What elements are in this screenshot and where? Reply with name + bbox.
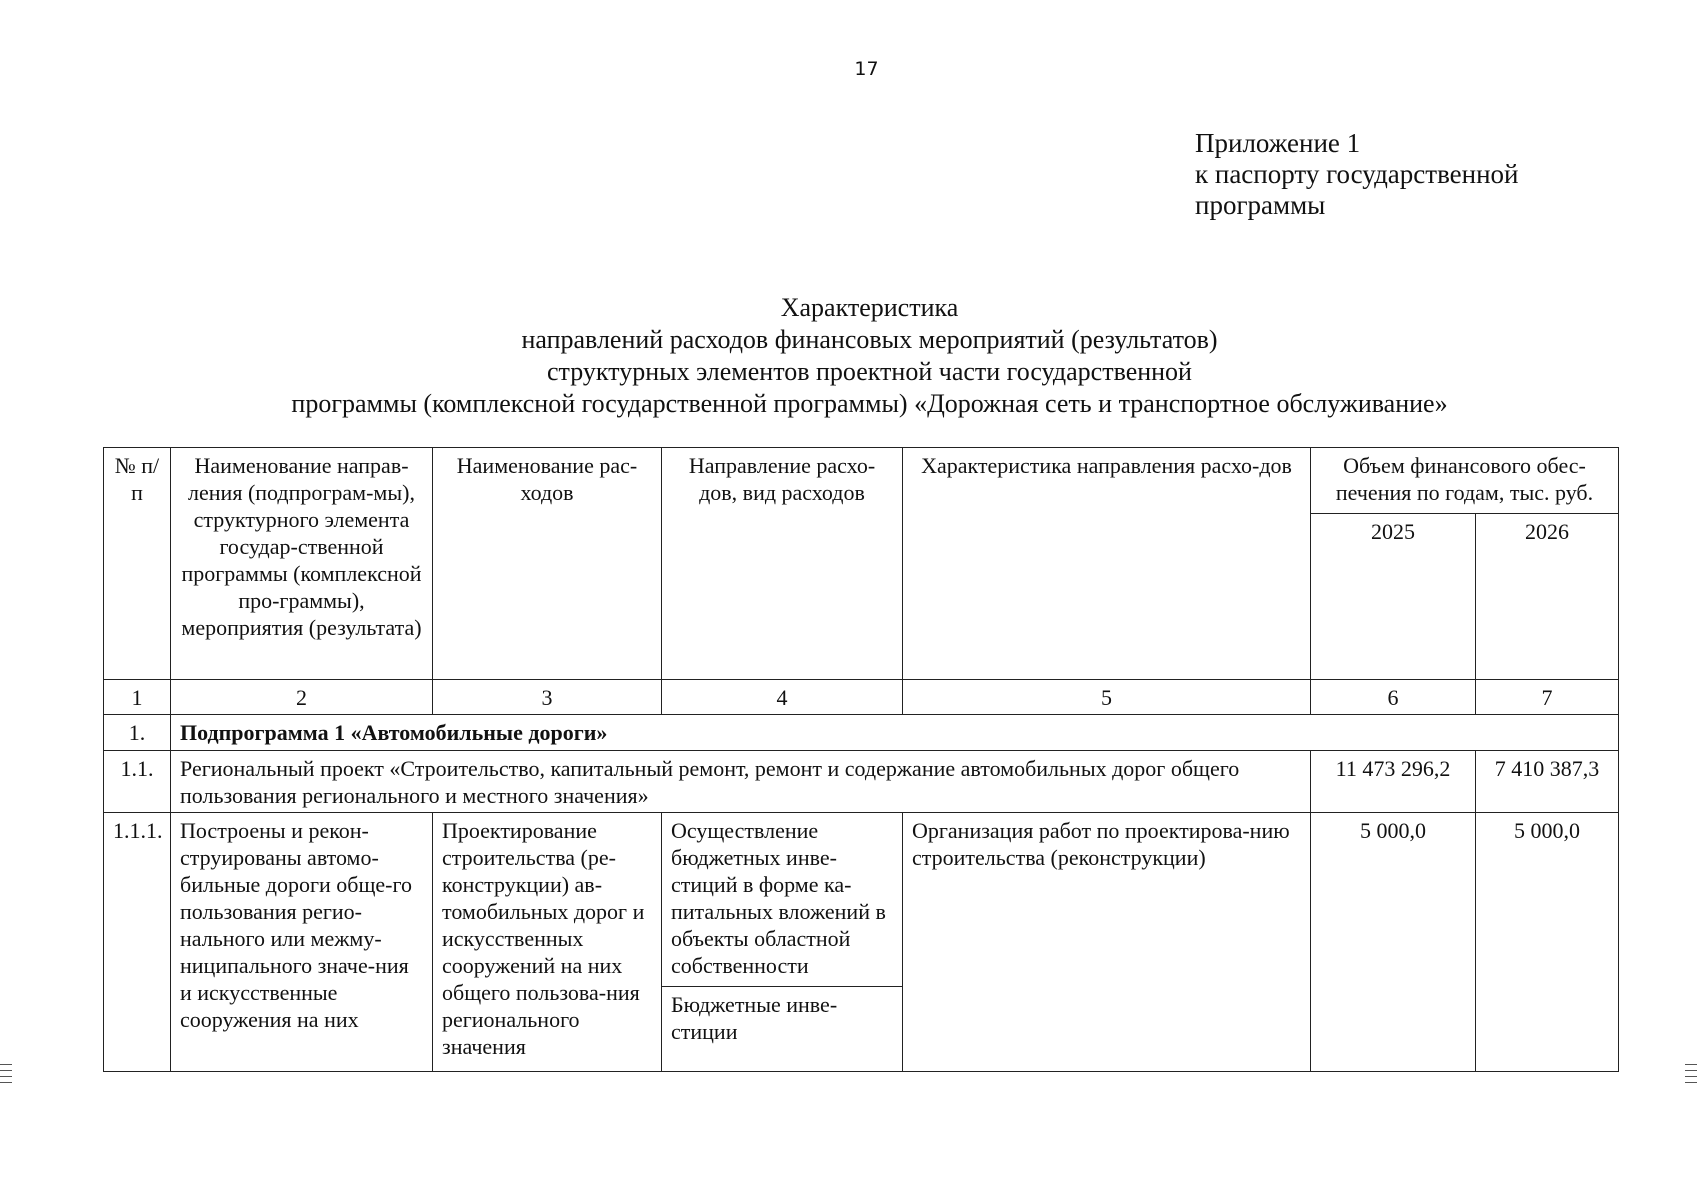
table-row-measure bbox=[104, 813, 1619, 987]
column-number-2: 2 bbox=[171, 680, 433, 715]
title-line-2: направлений расходов финансовых мероприятий (результатов) bbox=[521, 325, 1218, 354]
measure-name: Построены и рекон-струированы автомо-бильные дороги обще-го пользования регио-нального или межму-ниципального значе-ния и искусственные сооружения на них bbox=[171, 813, 433, 1072]
regional-project-title: Региональный проект «Строительство, капитальный ремонт, ремонт и содержание автомобильных дорог общего пользования регионального и местного значения» bbox=[171, 751, 1311, 813]
amount-2026: 5 000,0 bbox=[1476, 813, 1619, 1072]
subprogram-title: Подпрограмма 1 «Автомобильные дороги» bbox=[171, 715, 1619, 751]
expense-type: Бюджетные инве-стиции bbox=[662, 987, 903, 1072]
header-direction-name: Наименование направ-ления (подпрограм-мы), структурного элемента государ-ственной программы (комплексной про-граммы), мероприятия (результата) bbox=[171, 448, 433, 680]
header-row bbox=[104, 448, 1619, 514]
right-margin-marks bbox=[1685, 1064, 1697, 1088]
row-number: 1.1.1. bbox=[104, 813, 171, 1072]
column-number-6: 6 bbox=[1311, 680, 1476, 715]
header-year-2025: 2025 bbox=[1311, 514, 1476, 680]
column-number-5: 5 bbox=[903, 680, 1311, 715]
document-title bbox=[103, 292, 1636, 420]
page-number: 17 bbox=[854, 58, 879, 80]
header-year-2026: 2026 bbox=[1476, 514, 1619, 680]
row-number: 1.1. bbox=[104, 751, 171, 813]
table-row-regional-project bbox=[104, 751, 1619, 813]
column-number-3: 3 bbox=[433, 680, 662, 715]
header-number: № п/п bbox=[104, 448, 171, 680]
header-expense-name: Наименование рас-ходов bbox=[433, 448, 662, 680]
appendix-line-2: к паспорту государственной bbox=[1195, 159, 1519, 189]
header-funding: Объем финансового обес-печения по годам, тыс. руб. bbox=[1311, 448, 1619, 514]
header-characteristic: Характеристика направления расхо-дов bbox=[903, 448, 1311, 680]
amount-2025: 5 000,0 bbox=[1311, 813, 1476, 1072]
appendix-note bbox=[1195, 128, 1519, 221]
expense-direction: Осуществление бюджетных инве-стиций в форме ка-питальных вложений в объекты областной собственности bbox=[662, 813, 903, 987]
expense-characteristic: Организация работ по проектирова-нию строительства (реконструкции) bbox=[903, 813, 1311, 1072]
title-line-3: структурных элементов проектной части государственной bbox=[547, 357, 1192, 386]
amount-2025: 11 473 296,2 bbox=[1311, 751, 1476, 813]
column-numbers-row bbox=[104, 680, 1619, 715]
amount-2026: 7 410 387,3 bbox=[1476, 751, 1619, 813]
appendix-line-3: программы bbox=[1195, 190, 1326, 220]
column-number-4: 4 bbox=[662, 680, 903, 715]
title-line-1: Характеристика bbox=[780, 293, 959, 322]
left-margin-marks bbox=[0, 1064, 12, 1088]
column-number-1: 1 bbox=[104, 680, 171, 715]
title-line-4: программы (комплексной государственной программы) «Дорожная сеть и транспортное обслуживание» bbox=[291, 389, 1448, 418]
row-number: 1. bbox=[104, 715, 171, 751]
expense-name: Проектирование строительства (ре-конструкции) ав-томобильных дорог и искусственных сооружений на них общего пользова-ния регионального значения bbox=[433, 813, 662, 1072]
header-expense-direction: Направление расхо-дов, вид расходов bbox=[662, 448, 903, 680]
column-number-7: 7 bbox=[1476, 680, 1619, 715]
appendix-line-1: Приложение 1 bbox=[1195, 128, 1361, 158]
table-row-subprogram bbox=[104, 715, 1619, 751]
expense-table bbox=[103, 447, 1619, 1072]
